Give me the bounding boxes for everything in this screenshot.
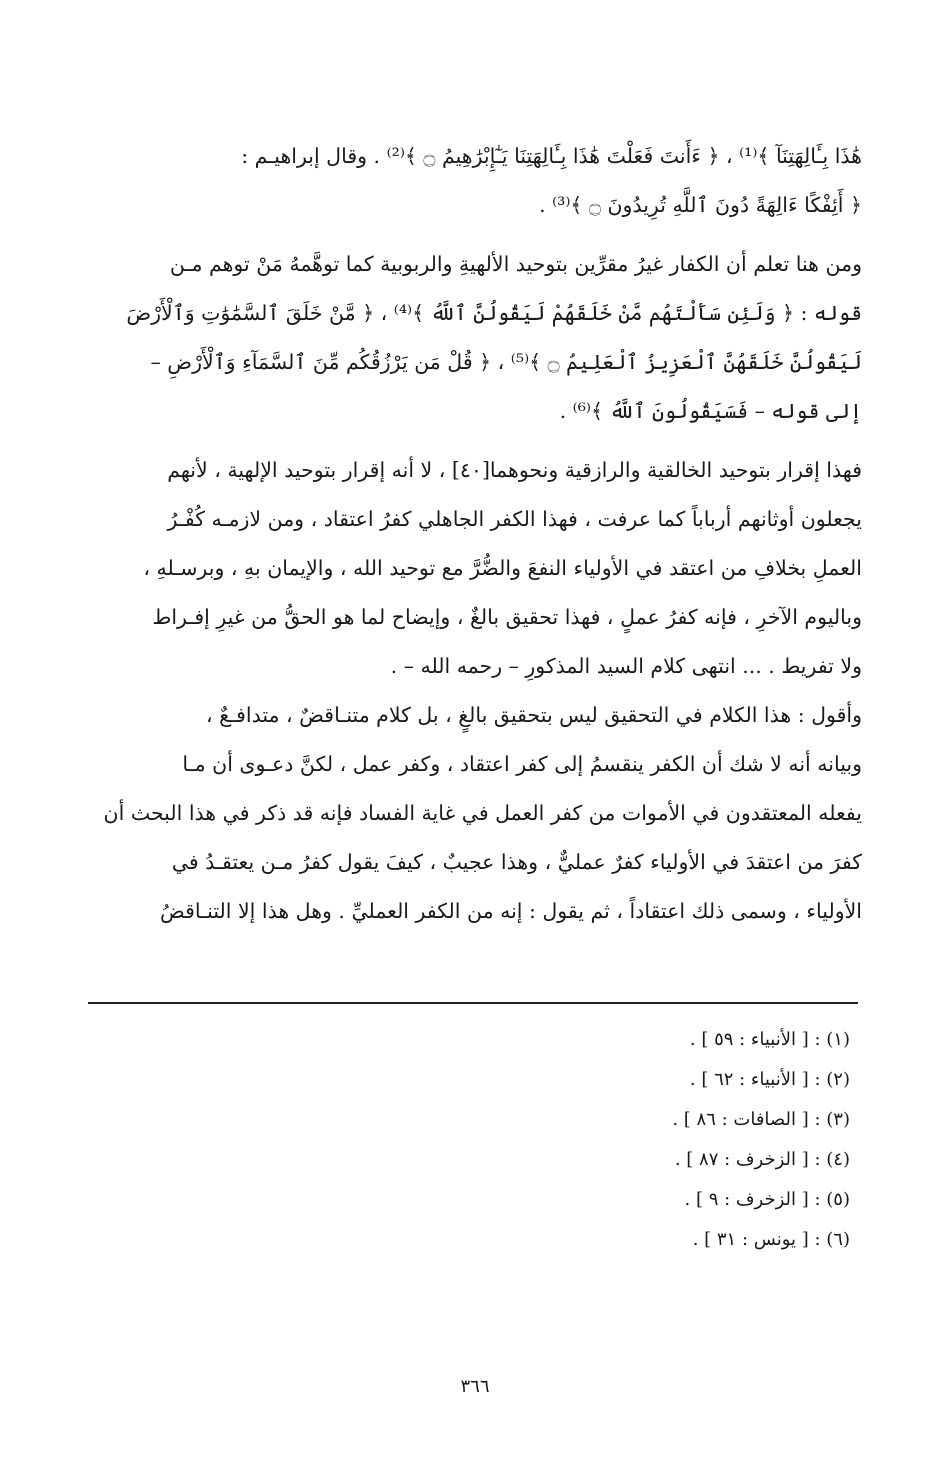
- text-line: يفعله المعتقدون في الأموات من كفر العمل في غاية الفساد فإنه قد ذكر في هذا البحث أن: [103, 801, 862, 825]
- footnote: (٥) : [ الزخرف : ٩ ] .: [684, 1189, 850, 1210]
- footnote: (٣) : [ الصافات : ٨٦ ] .: [672, 1109, 850, 1130]
- paragraph-2: [87, 240, 862, 436]
- paragraph-1: [87, 132, 862, 230]
- footnote: (٦) : [ يونس : ٣١ ] .: [692, 1229, 850, 1250]
- text-line: يجعلون أوثانهم أرباباً كما عرفت ، فهذا الكفر الجاهلي كفرُ اعتقاد ، ومن لازمـه كُفْـرُ: [167, 507, 862, 531]
- text-line: ولا تفريط . ... انتهى كلام السيد المذكورِ – رحمه الله – .: [390, 654, 862, 678]
- footnote-divider: [88, 1002, 858, 1004]
- text-line: قوله : ﴿ وَلَئِن سَأَلْتَهُم مَّنْ خَلَقَهُمْ لَيَقُولُنَّ ٱللَّهُ ﴾⁽⁴⁾ ، ﴿ مَّنْ خَلَقَ ٱلسَّمَٰوَٰتِ وَٱلْأَرْضَ: [126, 301, 862, 325]
- text-line: الأولياء ، وسمى ذلك اعتقاداً ، ثم يقول : إنه من الكفر العمليِّ . وهل هذا إلا التنـاقضُ: [159, 899, 862, 923]
- text-line: لَيَقُولُنَّ خَلَقَهُنَّ ٱلْعَزِيزُ ٱلْعَلِيمُ ۝ ﴾⁽⁵⁾ ، ﴿ قُلْ مَن يَرْزُقُكُم مِّنَ ٱلسَّمَآءِ وَٱلْأَرْضِ –: [150, 350, 862, 374]
- footnote: (٢) : [ الأنبياء : ٦٢ ] .: [689, 1069, 850, 1090]
- text-line: فهذا إقرار بتوحيد الخالقية والرازقية ونحوهما[٤٠] ، لا أنه إقرار بتوحيد الإلهية ، لأنهم: [167, 458, 862, 482]
- page-number: ٣٦٦: [460, 1376, 490, 1397]
- text-line: وأقول : هذا الكلام في التحقيق ليس بتحقيق بالغٍ ، بل كلام متنـاقضٌ ، متدافـعٌ ،: [206, 703, 862, 727]
- footnotes: [550, 1020, 850, 1260]
- text-line: هَٰذَا بِـَٔالِهَتِنَآ ﴾⁽¹⁾ ، ﴿ ءَأَنتَ فَعَلْتَ هَٰذَا بِـَٔالِهَتِنَا يَـٰٓإِبْرَٰهِيمُ ۝ ﴾⁽²⁾ . وقال إبراهيـم :: [241, 144, 862, 168]
- text-line: كفرَ من اعتقدَ في الأولياء كفرٌ عمليٌّ ، وهذا عجيبٌ ، كيفَ يقول كفرُ مـن يعتقـدُ في: [171, 850, 862, 874]
- main-text: [87, 132, 862, 936]
- text-line: ومن هنا تعلم أن الكفار غيرُ مقرِّين بتوحيد الألهيةِ والربوبية كما توهَّمهُ مَنْ توهم مـن: [169, 252, 862, 276]
- text-line: العملِ بخلافِ من اعتقد في الأولياء النفعَ والضُّرَّ مع توحيد الله ، والإيمان بهِ ، وبرسـلهِ ،: [143, 556, 862, 580]
- paragraph-4: [87, 691, 862, 936]
- text-line: وباليوم الآخرِ ، فإنه كفرُ عملٍ ، فهذا تحقيق بالغٌ ، وإيضاح لما هو الحقُّ من غيرِ إفـراط: [152, 605, 862, 629]
- paragraph-3: [87, 446, 862, 691]
- footnote: (١) : [ الأنبياء : ٥٩ ] .: [689, 1029, 850, 1050]
- text-line: وبيانه أنه لا شك أن الكفر ينقسمُ إلى كفر اعتقاد ، وكفر عمل ، لكنَّ دعـوى أن مـا: [182, 752, 862, 776]
- text-line: إلى قوله – فَسَيَقُولُونَ ٱللَّهُ ﴾⁽⁶⁾ .: [559, 399, 862, 423]
- footnote: (٤) : [ الزخرف : ٨٧ ] .: [674, 1149, 850, 1170]
- text-line: ﴿ أَئِفْكًا ءَالِهَةً دُونَ ٱللَّهِ تُرِيدُونَ ۝ ﴾⁽³⁾ .: [539, 193, 862, 217]
